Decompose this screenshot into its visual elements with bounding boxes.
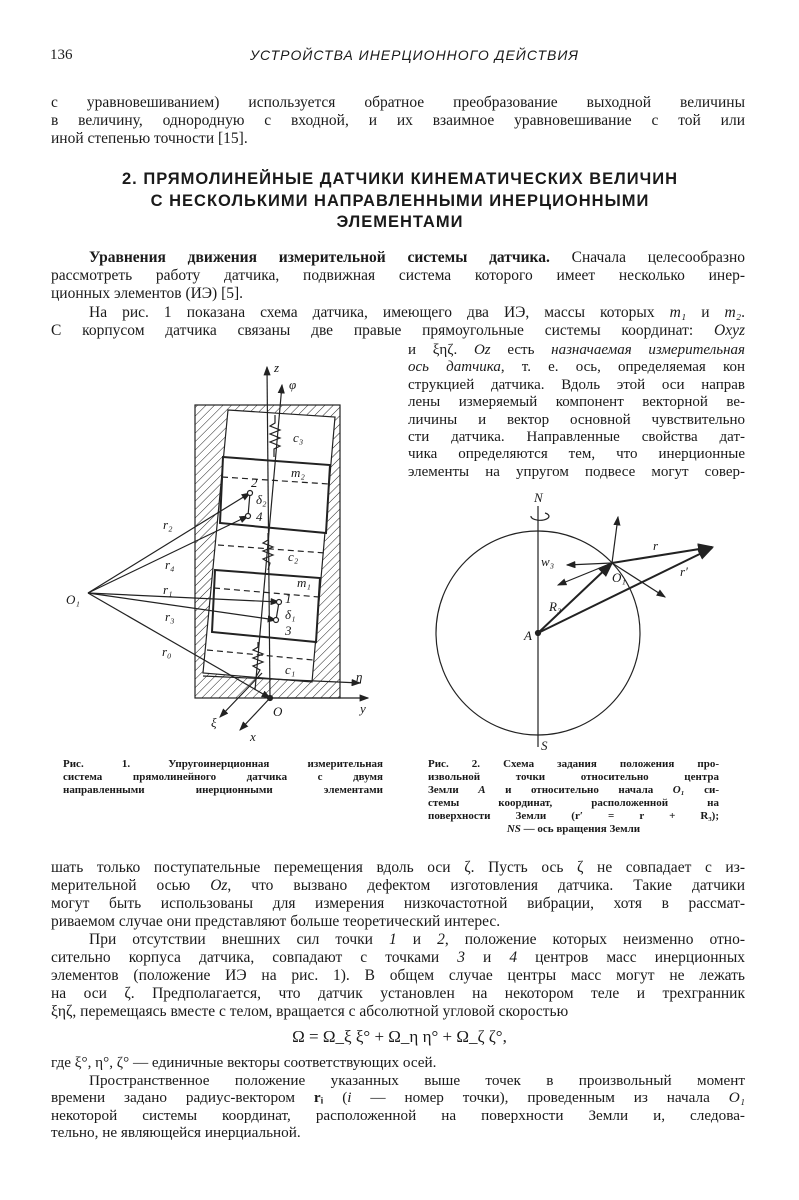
text-segment: Уравнения движения измерительной системы датчика. [89,249,550,266]
text-segment: элементов (положение ИЭ на рис. 1). В общем случае центры масс могут не лежать [51,967,745,984]
label-x: x [250,729,256,744]
text-segment: чика определяются тем, что инерционные [408,446,745,463]
text-segment: — номер точки), проведенным из начала [351,1089,729,1107]
label-z: z [274,360,280,375]
figure-1-diagram [88,367,368,730]
text-segment: O₁ [728,1089,745,1107]
label-point-3: 3 [285,623,292,638]
page-number: 136 [50,47,73,63]
text-segment: поверхности Земли (r′ = r + R₃); [428,810,719,822]
text-segment: система прямолинейного датчика с двумя [63,770,383,783]
text-segment: есть [490,342,552,358]
text-segment: центров масс инерционных [517,949,745,966]
label-S: S [541,738,548,753]
text-segment: С корпусом датчика связаны две правые прямоугольные системы координат: [51,321,714,339]
text-segment: 2 [437,931,445,948]
rotation-arrow-icon [531,513,549,520]
text-segment: лены измеряемый компонент векторной ве- [408,394,745,411]
text-segment: rᵢ [313,1089,324,1107]
text-segment: A [478,784,486,796]
text-segment: тельно, не являющейся инерциальной. [51,1124,301,1142]
label-r1: r₁ [163,582,173,597]
text-segment: , положение которых неизменно отно- [444,931,745,948]
text-segment: некоторой системы координат, расположенной на поверхности Земли и, следова- [51,1106,745,1124]
text-segment: с уравновешиванием) используется обратное преобразование выходной величины [51,94,745,111]
text-segment: ЭЛЕМЕНТАМИ [336,213,464,231]
label-r3: r₃ [165,609,175,624]
text-segment: в величину, однородную с входной, и их взаимное уравновешивание с той или [51,112,745,129]
text-segment: Сначала целесообразно [549,249,745,266]
text-segment: где ξ°, η°, ζ° — единичные векторы соответствующих осей. [51,1054,437,1071]
text-segment: на оси ζ. Предполагается, что датчик установлен на некотором теле и трехгранник [51,985,745,1002]
label-c3: c₃ [293,430,304,445]
text-segment: си- [684,784,719,796]
text-segment: ξηζ, перемещаясь вместе с телом, вращается с абсолютной угловой скоростью [51,1003,569,1020]
text-segment: и ξηζ. [408,342,474,358]
text-segment: Пространственное положение указанных выше точек в произвольный момент [89,1071,745,1089]
label-c1: c₁ [285,662,296,677]
text-segment: ( [323,1089,348,1107]
label-y: y [360,701,366,716]
text-segment: Oxyz [714,321,745,339]
label-delta-2: δ₂ [256,492,267,507]
label-O: O [273,704,283,719]
text-segment: O₁ [672,784,685,796]
label-c2: c₂ [288,549,299,564]
text-segment: и [464,949,510,966]
text-segment: Земли [428,784,479,796]
text-segment: Oz [210,877,228,894]
text-segment: и относительно начала [485,784,673,796]
label-r2: r₂ [163,517,173,532]
text-segment: , т. е. ось, определяемая кон [500,359,745,376]
label-xi: ξ [211,715,217,730]
label-R3: R₃ [549,599,562,614]
label-N: N [534,490,543,505]
text-segment: ось датчика [408,359,501,376]
text-segment: и [396,931,438,948]
text-segment: времени задано радиус-вектором [51,1089,314,1107]
label-eta: η [356,669,363,684]
label-delta-1: δ₁ [285,607,296,622]
running-title: УСТРОЙСТВА ИНЕРЦИОННОГО ДЕЙСТВИЯ [250,47,579,63]
x-axis [240,698,270,730]
label-phi: φ [289,377,297,392]
text-segment: струкцией датчика. Вдоль этой оси направ [408,376,745,393]
formula-omega: Ω = Ω_ξ ξ° + Ω_η η° + Ω_ζ ζ°, [292,1027,507,1046]
label-m2: m₂ [291,465,305,480]
label-r0: r₀ [162,644,172,659]
text-segment: 3 [457,949,465,966]
text-segment: личины и вектор основной чувствительно [408,411,745,428]
text-segment: Рис. 1. Упругоинерционная измерительная [63,758,383,770]
text-segment: 2. ПРЯМОЛИНЕЙНЫЕ ДАТЧИКИ КИНЕМАТИЧЕСКИХ ВЕЛИЧИН [122,170,678,188]
label-A: A [524,628,532,643]
label-w3: w₃ [541,554,555,569]
text-segment: i [347,1089,352,1107]
text-segment: извольной точки относительно центра [428,771,719,783]
text-segment: и [686,303,725,321]
text-segment: элементы на упругом подвесе могут совер- [408,463,745,480]
text-segment: Рис. 2. Схема задания положения про- [428,758,719,770]
text-segment: 4 [509,949,518,966]
text-segment: риваемом случае они представляют больше теоретический интерес. [51,913,501,930]
text-segment: сти датчика. Направленные свойства дат- [408,429,745,446]
label-r: r [653,538,659,553]
text-segment: рассмотреть работу датчика, подвижная система которого имеет несколько инер- [51,267,745,285]
label-point-4: 4 [256,509,263,524]
label-O1: O₁ [612,570,626,585]
label-O1: O₁ [66,592,80,607]
text-segment: . [741,303,745,321]
figure-2-labels [523,490,688,753]
text-segment: m₂ [724,303,742,321]
label-point-2: 2 [251,475,258,490]
text-segment: стемы координат, расположенной на [428,797,719,809]
text-segment: С НЕСКОЛЬКИМИ НАПРАВЛЕННЫМИ ИНЕРЦИОННЫМИ [150,191,650,210]
text-segment: мерительной осью [51,877,211,894]
label-r-prime: r′ [680,564,688,579]
label-m1: m₁ [297,575,311,590]
text-segment: , что вызвано дефектом изготовления датчика. Такие датчики [227,877,745,894]
text-segment: направленными инерционными элементами [63,783,383,796]
text-segment: могут быть использованы для измерения низкочастотной вибрации, хотя в рассмат- [51,895,745,912]
figure-2-diagram [436,506,712,747]
text-segment: При отсутствии внешних сил точки [89,931,389,948]
text-segment: назначаемая измерительная [551,342,745,358]
text-segment: сительно корпуса датчика, совпадают с точками [51,949,458,966]
text-segment: — ось вращения Земли [520,823,641,835]
label-point-1: 1 [285,591,292,606]
text-segment: Oz [473,342,491,358]
text-segment: шать только поступательные перемещения вдоль оси ζ. Пусть ось ζ не совпадает с из- [51,859,745,876]
text-segment: ционных элементов (ИЭ) [5]. [51,285,244,303]
text-segment: m₁ [669,303,687,321]
text-segment: На рис. 1 показана схема датчика, имеющего два ИЭ, массы которых [89,303,670,321]
text-segment: NS [506,823,521,835]
label-r4: r₄ [165,557,175,572]
text-segment: иной степенью точности [15]. [51,130,248,147]
text-segment: 1 [389,931,397,948]
